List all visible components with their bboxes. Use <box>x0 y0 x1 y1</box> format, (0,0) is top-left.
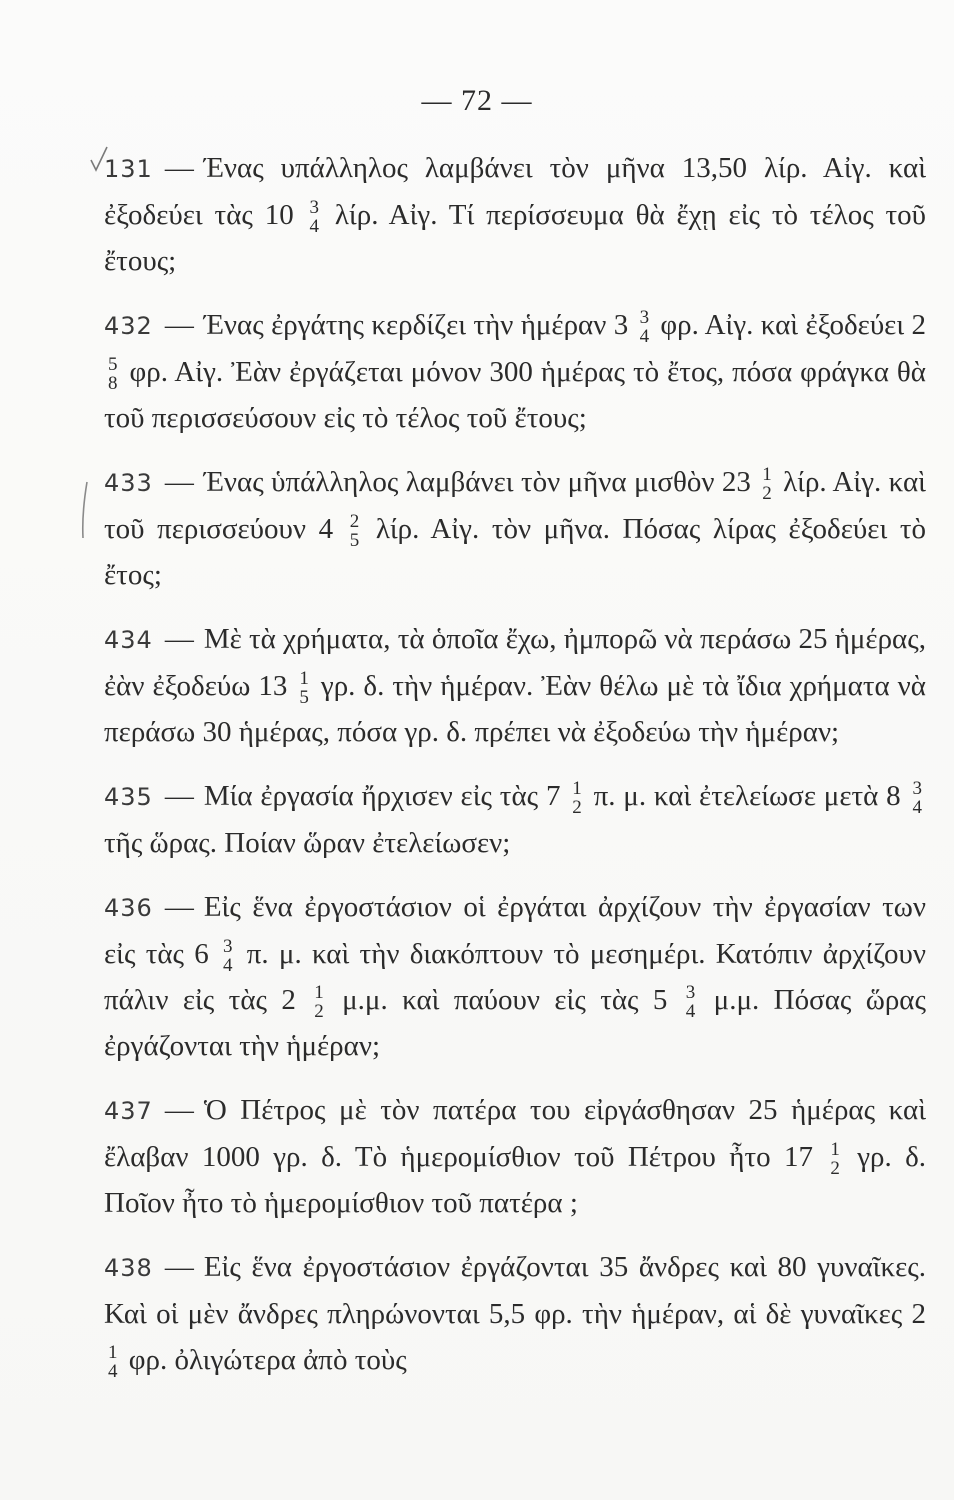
problem-dash: — <box>164 152 194 184</box>
pencil-margin-mark <box>78 480 90 540</box>
problem-number: 434 <box>104 626 153 654</box>
fraction <box>762 465 772 503</box>
problem-dash: — <box>164 309 194 341</box>
denominator: 5 <box>349 530 360 552</box>
denominator: 8 <box>108 373 118 395</box>
numerator: 1 <box>108 1342 118 1364</box>
denominator: 2 <box>762 483 772 505</box>
problem-text: Μία ἐργασία ἤρχισεν εἰς τὰς 7 <box>203 780 561 812</box>
problem-number: 438 <box>104 1254 153 1282</box>
problem-text: Μὲ τὰ χρήματα, τὰ ὁποῖα ἔχω, ἠμπορῶ νὰ περάσω 25 ἡμέρας, ἐὰν ἐξοδεύω 13 <box>104 623 926 702</box>
numerator: 1 <box>572 778 582 800</box>
fraction <box>310 198 320 236</box>
fraction <box>686 983 696 1021</box>
denominator: 4 <box>223 955 233 977</box>
problem-431 <box>104 145 926 284</box>
problem-text: φρ. ὀλιγώτερα ἀπὸ τοὺς <box>128 1344 407 1376</box>
numerator: 1 <box>314 982 324 1004</box>
denominator: 4 <box>685 1001 696 1023</box>
fraction <box>314 983 324 1021</box>
problem-text: Εἰς ἕνα ἐργοστάσιον ἐργάζονται 35 ἄνδρες καὶ 80 γυναῖκες. Καὶ οἱ μὲν ἄνδρες πληρώνονται 5,5 φρ. τὴν ἡμέραν, αἱ δὲ γυναῖκες 2 <box>104 1251 926 1330</box>
problem-number: 435 <box>104 783 153 811</box>
problem-438 <box>104 1244 926 1383</box>
problem-434 <box>104 616 926 755</box>
fraction <box>299 669 309 707</box>
denominator: 4 <box>108 1361 118 1383</box>
problem-text: Ένας υπάλληλος λαμβάνει τὸν μῆνα 13,50 λίρ. Αἰγ. καὶ ἐξοδεύει τὰς 10 <box>104 152 926 231</box>
denominator: 4 <box>309 216 320 238</box>
problem-text: Ένας ἐργάτης κερδίζει τὴν ἡμέραν 3 <box>203 309 629 341</box>
problem-text: λίρ. Αἰγ. καὶ τοῦ περισσεύουν 4 <box>104 466 926 545</box>
fraction <box>223 937 233 975</box>
numerator: 3 <box>912 778 922 800</box>
problem-number: 437 <box>104 1097 153 1125</box>
numerator: 1 <box>830 1139 840 1161</box>
numerator: 1 <box>299 668 309 690</box>
denominator: 2 <box>572 797 582 819</box>
denominator: 2 <box>830 1158 840 1180</box>
problem-text: φρ. Αἰγ. καὶ ἐξοδεύει 2 <box>660 309 927 341</box>
problem-text: λίρ. Αἰγ. Τί περίσσευμα θὰ ἔχῃ εἰς τὸ τέλος τοῦ ἔτους; <box>104 199 927 277</box>
problem-number: 131 <box>104 155 153 183</box>
denominator: 2 <box>314 1001 324 1023</box>
problem-text: μ.μ. Πόσας ὥρας ἐργάζονται τὴν ἡμέραν; <box>104 984 926 1062</box>
problem-dash: — <box>164 466 194 498</box>
problem-text: μ.μ. καὶ παύουν εἰς τὰς 5 <box>342 984 668 1016</box>
problem-text: π. μ. καὶ ἐτελείωσε μετὰ 8 <box>593 780 901 812</box>
problem-dash: — <box>164 1094 194 1126</box>
problem-text: φρ. Αἰγ. Ἐὰν ἐργάζεται μόνον 300 ἡμέρας τὸ ἔτος, πόσα φράγκα θὰ τοῦ περισσεύσουν εἰς τὸ τέλος τοῦ ἔτους; <box>104 356 926 434</box>
problem-text: Ένας ὑπάλληλος λαμβάνει τὸν μῆνα μισθὸν 23 <box>203 466 751 498</box>
problem-text: γρ. δ. Ποῖον ἦτο τὸ ἡμερομίσθιον τοῦ πατέρα ; <box>104 1141 926 1219</box>
fraction <box>913 779 923 817</box>
problem-432 <box>104 302 926 441</box>
problem-number: 432 <box>104 312 153 340</box>
problem-text: Ὁ Πέτρος μὲ τὸν πατέρα του εἰργάσθησαν 25 ἡμέρας καὶ ἔλαβαν 1000 γρ. δ. Τὸ ἡμερομίσθιον τοῦ Πέτρου ἦτο 17 <box>104 1094 926 1173</box>
problem-436 <box>104 884 926 1069</box>
numerator: 3 <box>685 982 696 1004</box>
problem-text: π. μ. καὶ τὴν διακόπτουν τὸ μεσημέρι. Κατόπιν ἀρχίζουν πάλιν εἰς τὰς 2 <box>104 938 927 1016</box>
fraction <box>572 779 582 817</box>
numerator: 3 <box>223 936 233 958</box>
problem-list <box>104 145 926 1401</box>
numerator: 5 <box>108 354 118 376</box>
numerator: 3 <box>309 197 320 219</box>
numerator: 3 <box>639 307 650 329</box>
problem-text: γρ. δ. τὴν ἡμέραν. Ἐὰν θέλω μὲ τὰ ἴδια χρήματα νὰ περάσω 30 ἡμέρας, πόσα γρ. δ. πρέπει νὰ ἐξοδεύω τὴν ἡμέραν; <box>104 670 926 748</box>
problem-text: λίρ. Αἰγ. τὸν μῆνα. Πόσας λίρας ἐξοδεύει τὸ ἔτος; <box>104 513 926 591</box>
fraction <box>830 1140 840 1178</box>
numerator: 1 <box>762 464 772 486</box>
denominator: 4 <box>639 326 650 348</box>
problem-text: Εἰς ἕνα ἐργοστάσιον οἱ ἐργάται ἀρχίζουν τὴν ἐργασίαν των εἰς τὰς 6 <box>104 891 926 970</box>
problem-435 <box>104 773 926 866</box>
problem-433 <box>104 459 926 598</box>
page-number: — 72 — <box>421 84 533 117</box>
fraction <box>640 308 650 346</box>
problem-dash: — <box>164 891 194 923</box>
problem-text: τῆς ὥρας. Ποίαν ὥραν ἐτελείωσεν; <box>104 827 511 859</box>
problem-dash: — <box>164 780 194 812</box>
fraction <box>108 355 118 393</box>
problem-number: 433 <box>104 469 153 497</box>
denominator: 4 <box>912 797 922 819</box>
numerator: 2 <box>349 511 360 533</box>
denominator: 5 <box>299 687 309 709</box>
problem-number: 436 <box>104 894 153 922</box>
fraction <box>108 1343 118 1381</box>
problem-dash: — <box>164 623 194 655</box>
fraction <box>350 512 360 550</box>
problem-437 <box>104 1087 926 1226</box>
problem-dash: — <box>164 1251 194 1283</box>
